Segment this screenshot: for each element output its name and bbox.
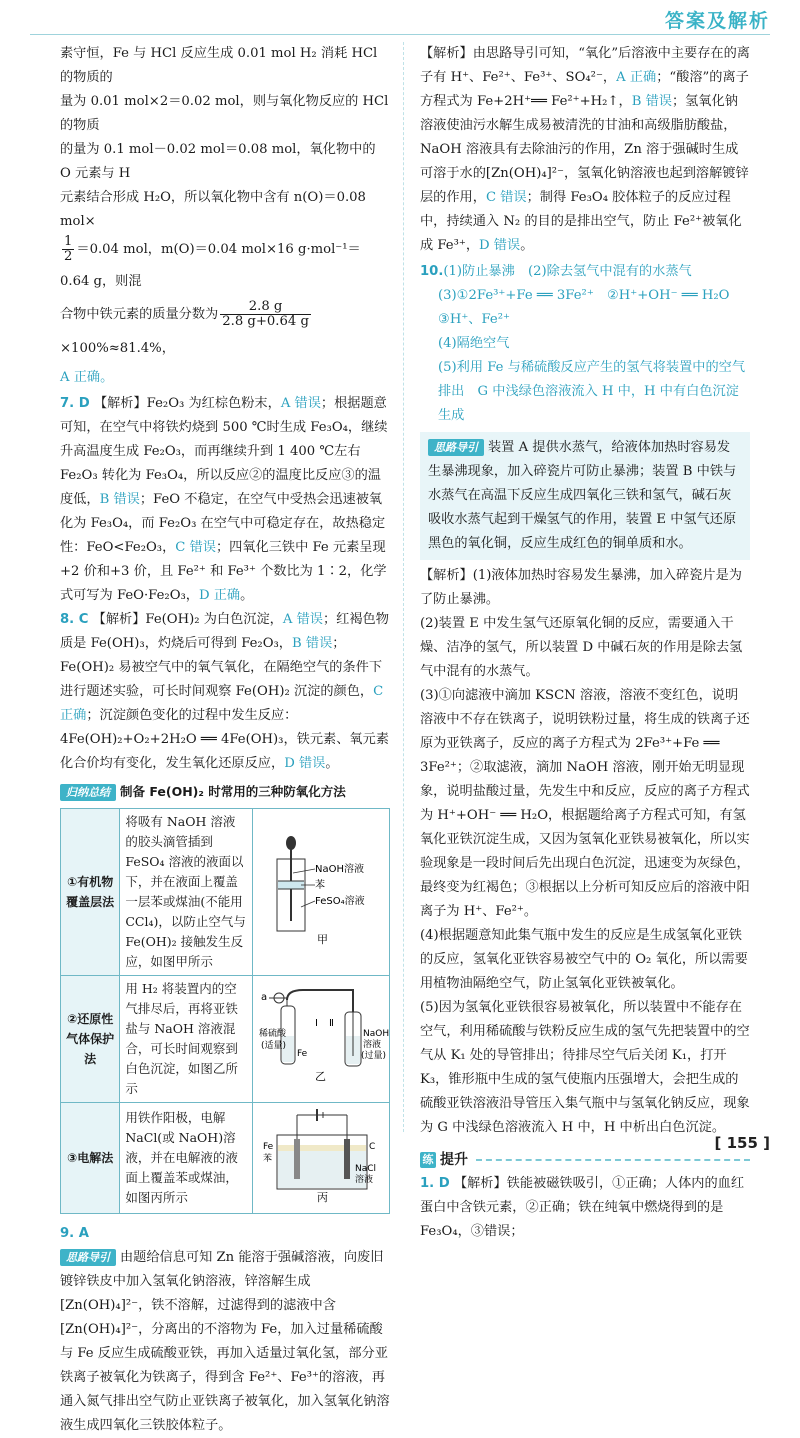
method-name: ①有机物覆盖层法 [61, 809, 120, 976]
practice-icon: 练 [420, 1152, 436, 1168]
figure-jia [253, 809, 390, 976]
analysis-paragraph: (5)因为氢氧化亚铁很容易被氧化，所以装置中不能存在空气，利用稀硫酸与铁粉反应生成的氢气先把装置中的空气从 K₁ 处的导管排出；待排尽空气后关闭 K₁，打开 K₃，锥形瓶中生成的氢气使瓶内压强增大，会把生成的硫酸亚铁溶液沿导管压入集气瓶中与氢氧化钠反应，现象为 G 中浅绿色溶液流入 H 中，H 中析出白色沉淀。 [420, 1000, 750, 1135]
beaker-dropper-diagram [257, 829, 385, 949]
text-line: 元素结合形成 H₂O，所以氧化物中含有 n(O)＝0.08 mol× [60, 190, 366, 229]
fig-caption: 乙 [315, 1070, 327, 1083]
svg-text:C: C [369, 1142, 376, 1152]
summary-heading: 归纳总结 制备 Fe(OH)₂ 时常用的三种防氧化方法 [60, 780, 390, 804]
svg-text:Fe: Fe [263, 1142, 274, 1152]
guide-tag: 思路导引 [428, 439, 484, 456]
question-9-analysis: 【解析】由思路导引可知，“氧化”后溶液中主要存在的离子有 H⁺、Fe²⁺、Fe³⁺、SO₄²⁻，A 正确；“酸溶”的离子方程式为 Fe+2H⁺══ Fe²⁺+H₂↑，B 错误；氢氧化钠溶液使油污水解生成易被清洗的甘油和高级脂肪酸盐，NaOH 溶液具有去除油污的作用，Zn 溶于强碱时生成可溶于水的[Zn(OH)₄]²⁻，氢氧化钠溶液也起到溶解镀锌层的作用，C 错误；制得 Fe₃O₄ 胶体粒子的反应过程中，持续通入 N₂ 的目的是排出空气，防止 Fe²⁺被氧化成 Fe³⁺，D 错误。 [420, 46, 750, 253]
svg-text:溶液: 溶液 [355, 1175, 374, 1185]
svg-text:Fe: Fe [297, 1049, 308, 1059]
summary-tag: 归纳总结 [60, 784, 116, 801]
figure-bing [253, 1103, 390, 1214]
method-desc: 用 H₂ 将装置内的空气排尽后，再将亚铁盐与 NaOH 溶液混合，可长时间观察到白色沉淀，如图乙所示 [120, 976, 253, 1103]
question-10-guide: 思路导引 装置 A 提供水蒸气，给液体加热时容易发生暴沸现象，加入碎瓷片可防止暴沸；装置 B 中铁与水蒸气在高温下反应生成四氧化三铁和氢气，碱石灰吸收水蒸气起到干燥氢气的作用，装置 E 中氢气还原黑色的氧化铜，反应生成红色的铜单质和水。 [420, 432, 750, 560]
fig-caption: 丙 [317, 1191, 329, 1204]
question-9-number: 9. A [60, 1226, 89, 1241]
svg-text:a: a [261, 992, 268, 1003]
question-9-guide: 思路导引 由题给信息可知 Zn 能溶于强碱溶液，向废旧镀锌铁皮中加入氢氧化钠溶液，锌溶解生成[Zn(OH)₄]²⁻，铁不溶解，过滤得到的滤液中含[Zn(OH)₄]²⁻，分离出的不溶物为 Fe，加入过量稀硫酸与 Fe 反应生成硫酸亚铁，再加入适量过氧化氢，部分亚铁离子被氧化为铁离子，得到含 Fe²⁺、Fe³⁺的溶液，再通入氮气排出空气防止亚铁离子被氧化，加入氢氧化钠溶液生成四氧化三铁胶体粒子。 [60, 1250, 390, 1433]
svg-text:Ⅰ: Ⅰ [315, 1018, 319, 1029]
methods-table [60, 808, 390, 1214]
fraction: $\frac{1}{2}$ [64, 234, 73, 264]
fig-caption: 甲 [317, 933, 329, 946]
fig-label: FeSO₄溶液 [315, 896, 365, 907]
svg-text:苯: 苯 [263, 1154, 273, 1164]
svg-text:Ⅱ: Ⅱ [329, 1018, 335, 1029]
section-heading: 练 提升 [420, 1148, 750, 1172]
header-divider [30, 34, 770, 35]
method-desc: 用铁作阳极，电解 NaCl(或 NaOH)溶液，并在电解液的液面上覆盖苯或煤油，如图丙所示 [120, 1103, 253, 1214]
fig-label: NaOH溶液 [315, 864, 365, 875]
answer-text: A 正确。 [60, 370, 114, 385]
guide-tag: 思路导引 [60, 1249, 116, 1266]
right-column [420, 42, 750, 1244]
analysis-paragraph: (3)①向滤液中滴加 KSCN 溶液，溶液不变红色，说明溶液中不存在铁离子，说明铁粉过量，将生成的铁离子还原为亚铁离子，反应的离子方程式为 2Fe³⁺+Fe ══ 3Fe²⁺；②取滤液，滴加 NaOH 溶液，刚开始无明显现象，说明盐酸过量，先发生中和反应，反应的离子方程式为 H⁺+OH⁻ ══ H₂O，根据题给离子方程式可知，有氢氧化亚铁沉淀生成，又因为氢氧化亚铁易被氧化，所以实验现象是一段时间后先出现白色沉淀，迅速变为灰绿色，最终变为红褐色；③根据以上分析可知反应后的溶液中阳离子为 H⁺、Fe²⁺。 [420, 688, 750, 919]
table-row [61, 976, 390, 1103]
question-10-answers: 10.(1)防止暴沸 (2)除去氢气中混有的水蒸气 (3)①2Fe³⁺+Fe ══ 3Fe²⁺ ②H⁺+OH⁻ ══ H₂O ③H⁺、Fe²⁺ (4)隔绝空气 (5)利用 Fe 与稀硫酸反应产生的氢气将装置中的空气排出 G 中浅绿色溶液流入 H 中，H 中有白色沉淀生成 [420, 264, 746, 423]
svg-text:(适量): (适量) [261, 1041, 287, 1051]
page-number: [ 155 ] [714, 1134, 770, 1152]
analysis-paragraph: 【解析】(1)液体加热时容易发生暴沸，加入碎瓷片是为了防止暴沸。 [420, 568, 742, 607]
svg-text:稀硫酸: 稀硫酸 [259, 1029, 287, 1039]
svg-text:NaCl: NaCl [355, 1164, 377, 1174]
svg-text:溶液: 溶液 [363, 1040, 382, 1050]
question-8: 8. C 【解析】Fe(OH)₂ 为白色沉淀，A 错误；红褐色物质是 Fe(OH)₃，灼烧后可得到 Fe₂O₃，B 错误；Fe(OH)₂ 易被空气中的氧气氧化，在隔绝空气的条件下进行题述实验，可长时间观察 Fe(OH)₂ 沉淀的颜色，C 正确；沉淀颜色变化的过程中发生反应：4Fe(OH)₂+O₂+2H₂O ══ 4Fe(OH)₃，铁元素、氧元素化合价均有变化，发生氧化还原反应，D 错误。 [60, 612, 389, 771]
table-row [61, 1103, 390, 1214]
svg-text:(过量): (过量) [361, 1051, 387, 1061]
method-name: ②还原性气体保护法 [61, 976, 120, 1103]
text-line: 的量为 0.1 mol－0.02 mol＝0.08 mol，氧化物中的 O 元素与 H [60, 142, 376, 181]
method-desc: 将吸有 NaOH 溶液的胶头滴管插到 FeSO₄ 溶液的液面以下，并在液面上覆盖一层苯或煤油(不能用 CCl₄)，以防止空气与 Fe(OH)₂ 接触发生反应，如图甲所示 [120, 809, 253, 976]
table-row [61, 809, 390, 976]
fraction: $\frac{2.8 g}{2.8 g+0.64 g}$ [222, 299, 309, 329]
analysis-paragraph: (2)装置 E 中发生氢气还原氧化铜的反应，需要通入干燥、洁净的氢气，所以装置 D 中碱石灰的作用是除去氢气中混有的水蒸气。 [420, 616, 743, 679]
left-column [60, 42, 390, 1438]
column-divider [403, 42, 404, 1132]
question-7: 7. D 【解析】Fe₂O₃ 为红棕色粉末，A 错误；根据题意可知，在空气中将铁灼烧到 500 ℃时生成 Fe₃O₄，继续升高温度生成 Fe₂O₃，而再继续升到 1 400 ℃左右 Fe₂O₃ 转化为 Fe₃O₄，所以反应②的温度比反应③的温度低，B 错误；FeO 不稳定，在空气中受热会迅速被氧化为 Fe₃O₄，而 Fe₂O₃ 在空气中可稳定存在，故热稳定性：FeO<Fe₂O₃，C 错误；四氧化三铁中 Fe 元素呈现+2 价和+3 价，且 Fe²⁺ 和 Fe³⁺ 个数比为 1∶2，化学式可写为 FeO·Fe₂O₃，D 正确。 [60, 396, 388, 603]
text-line: $\frac{1}{2}$ ＝0.04 mol，m(O)＝0.04 mol×16 g·mol⁻¹＝0.64 g，则混 [60, 234, 361, 289]
text-line: 量为 0.01 mol×2＝0.02 mol，则与氧化物反应的 HCl 的物质 [60, 94, 389, 133]
text-line: 素守恒，Fe 与 HCl 反应生成 0.01 mol H₂ 消耗 HCl 的物质的 [60, 46, 378, 85]
method-name: ③电解法 [61, 1103, 120, 1214]
analysis-paragraph: (4)根据题意知此集气瓶中发生的反应是生成氢氧化亚铁的反应，氢氧化亚铁容易被空气中的 O₂ 氧化，所以需要用植物油隔绝空气，防止氢氧化亚铁被氧化。 [420, 928, 748, 991]
header-title: 答案及解析 [664, 10, 770, 32]
practice-question-1: 1. D 【解析】铁能被磁铁吸引，①正确；人体内的血红蛋白中含铁元素，②正确；铁在纯氧中燃烧得到的是 Fe₃O₄，③错误； [420, 1176, 745, 1239]
text-line: 合物中铁元素的质量分数为 $\frac{2.8 g}{2.8 g+0.64 g}$ ×100%≈81.4%， [60, 299, 309, 356]
fig-label: 苯 [315, 880, 326, 891]
electrolysis-diagram [257, 1105, 385, 1205]
svg-text:NaOH: NaOH [363, 1029, 390, 1039]
figure-yi [253, 976, 390, 1103]
two-tube-apparatus-diagram [257, 986, 390, 1086]
